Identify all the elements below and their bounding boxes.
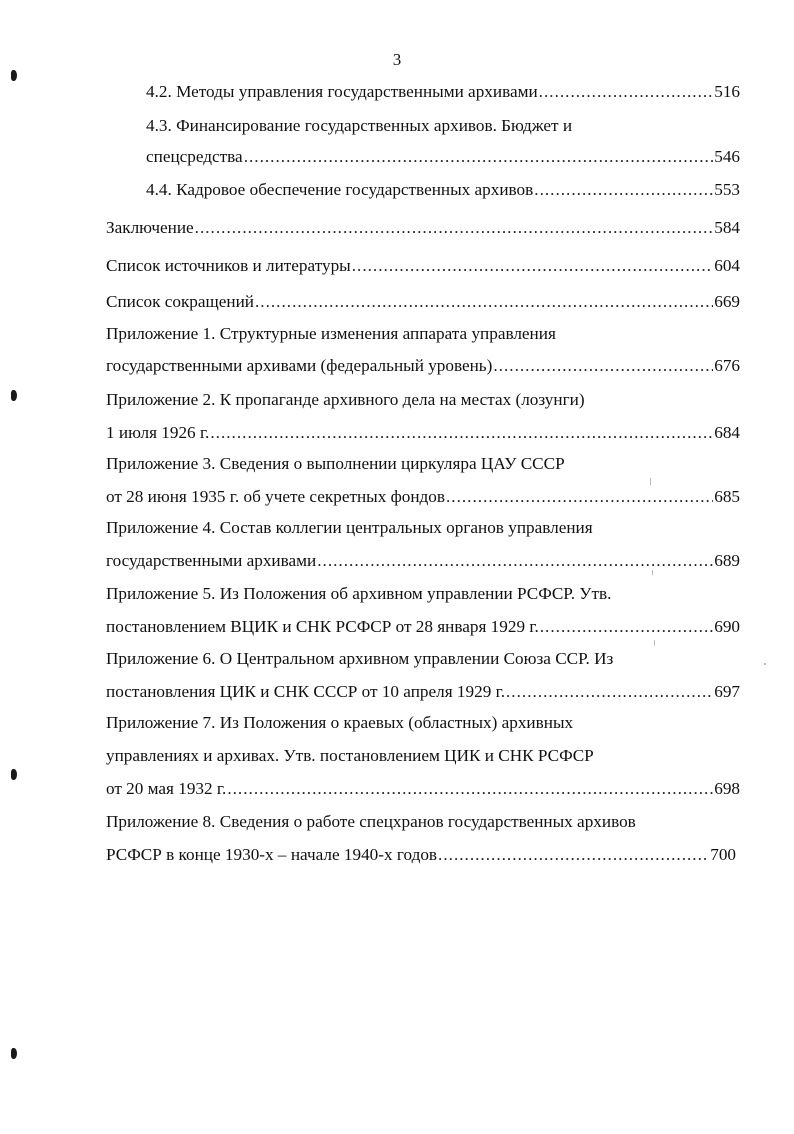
toc-entry-title: постановлением ВЦИК и СНК РСФСР от 28 января 1929 г.: [106, 617, 539, 636]
leader-dots: [255, 292, 713, 312]
toc-entry-sources: [106, 256, 740, 282]
toc-entry-title: 4.4. Кадровое обеспечение государственных архивов: [146, 180, 534, 199]
toc-entry-appendix-7-cont: [106, 746, 740, 772]
toc-entry-page: 546: [714, 147, 740, 166]
toc-entry-title: Список сокращений: [106, 292, 254, 311]
toc-entry-page: 516: [714, 82, 740, 101]
toc-entry-title: Приложение 7. Из Положения о краевых (областных) архивных: [106, 713, 574, 732]
toc-entry-title: Приложение 2. К пропаганде архивного дела на местах (лозунги): [106, 390, 585, 409]
leader-dots: [244, 147, 714, 167]
leader-dots: [446, 487, 713, 507]
toc-entry-page: 684: [714, 423, 740, 442]
leader-dots: [195, 218, 714, 238]
binder-mark: [11, 769, 17, 780]
toc-entry-page: 553: [714, 180, 740, 199]
toc-entry-appendix-5-cont: [106, 617, 740, 643]
toc-entry-appendix-4: [106, 518, 740, 544]
toc-entry-appendix-3: [106, 454, 740, 480]
toc-entry-title: спецсредства: [146, 147, 243, 166]
leader-dots: [227, 779, 713, 799]
toc-entry-appendix-4-cont: [106, 551, 740, 577]
toc-entry-page: 584: [714, 218, 740, 237]
toc-entry-page: 676: [714, 356, 740, 375]
toc-entry-title: 1 июля 1926 г.: [106, 423, 210, 442]
toc-entry-4-4: [146, 180, 740, 206]
toc-entry-title: государственными архивами: [106, 551, 317, 570]
toc-entry-page: 689: [714, 551, 740, 570]
leader-dots: [210, 423, 713, 443]
leader-dots: [539, 82, 714, 102]
toc-entry-appendix-1: [106, 324, 740, 350]
toc-entry-appendix-8-cont: [106, 845, 736, 871]
toc-entry-page: 685: [714, 487, 740, 506]
toc-entry-appendix-7-cont: [106, 779, 740, 805]
toc-entry-title: управлениях и архивах. Утв. постановлением ЦИК и СНК РСФСР: [106, 746, 594, 765]
toc-entry-title: 4.3. Финансирование государственных архивов. Бюджет и: [146, 116, 573, 135]
toc-entry-abbreviations: [106, 292, 740, 318]
binder-mark: [11, 70, 17, 81]
toc-entry-title: Приложение 8. Сведения о работе спецхранов государственных архивов: [106, 812, 636, 831]
leader-dots: [540, 617, 713, 637]
toc-entry-conclusion: [106, 218, 740, 244]
toc-entry-title: РСФСР в конце 1930-х – начале 1940-х годов: [106, 845, 438, 864]
toc-entry-title: Заключение: [106, 218, 194, 237]
leader-dots: [317, 551, 713, 571]
toc-entry-title: 4.2. Методы управления государственными архивами: [146, 82, 538, 101]
toc-entry-page: 697: [714, 682, 740, 701]
toc-entry-page: 690: [714, 617, 740, 636]
toc-entry-appendix-7: [106, 713, 740, 739]
toc-entry-title: от 28 июня 1935 г. об учете секретных фондов: [106, 487, 445, 506]
toc-entry-title: Приложение 4. Состав коллегии центральных органов управления: [106, 518, 593, 537]
toc-entry-page: 669: [714, 292, 740, 311]
toc-entry-4-3-cont: [146, 147, 740, 173]
toc-entry-appendix-8: [106, 812, 740, 838]
toc-entry-page: 700: [710, 845, 736, 864]
toc-entry-title: от 20 мая 1932 г.: [106, 779, 227, 798]
leader-dots: [352, 256, 713, 276]
toc-entry-appendix-3-cont: [106, 487, 740, 513]
toc-entry-title: Приложение 6. О Центральном архивном управлении Союза ССР. Из: [106, 649, 614, 668]
toc-entry-appendix-2-cont: [106, 423, 740, 449]
toc-entry-title: Приложение 1. Структурные изменения аппарата управления: [106, 324, 556, 343]
leader-dots: [534, 180, 713, 200]
toc-entry-page: 604: [714, 256, 740, 275]
toc-entry-title: государственными архивами (федеральный уровень): [106, 356, 493, 375]
toc-entry-title: Приложение 5. Из Положения об архивном управлении РСФСР. Утв.: [106, 584, 612, 603]
leader-dots: [506, 682, 713, 702]
toc-entry-appendix-6: [106, 649, 740, 675]
page-number: 3: [392, 50, 402, 69]
scan-speck: [764, 663, 766, 665]
toc-entry-4-2: [146, 82, 740, 108]
toc-entry-appendix-5: [106, 584, 740, 610]
toc-entry-title: Список источников и литературы: [106, 256, 351, 275]
toc-entry-title: постановления ЦИК и СНК СССР от 10 апреля 1929 г.: [106, 682, 505, 701]
binder-mark: [11, 390, 17, 401]
toc-entry-page: 698: [714, 779, 740, 798]
leader-dots: [493, 356, 713, 376]
toc-entry-appendix-2: [106, 390, 740, 416]
toc-entry-appendix-1-cont: [106, 356, 740, 382]
binder-mark: [11, 1048, 17, 1059]
toc-entry-appendix-6-cont: [106, 682, 740, 708]
leader-dots: [438, 845, 709, 865]
toc-entry-title: Приложение 3. Сведения о выполнении циркуляра ЦАУ СССР: [106, 454, 565, 473]
toc-entry-4-3: [146, 116, 740, 142]
